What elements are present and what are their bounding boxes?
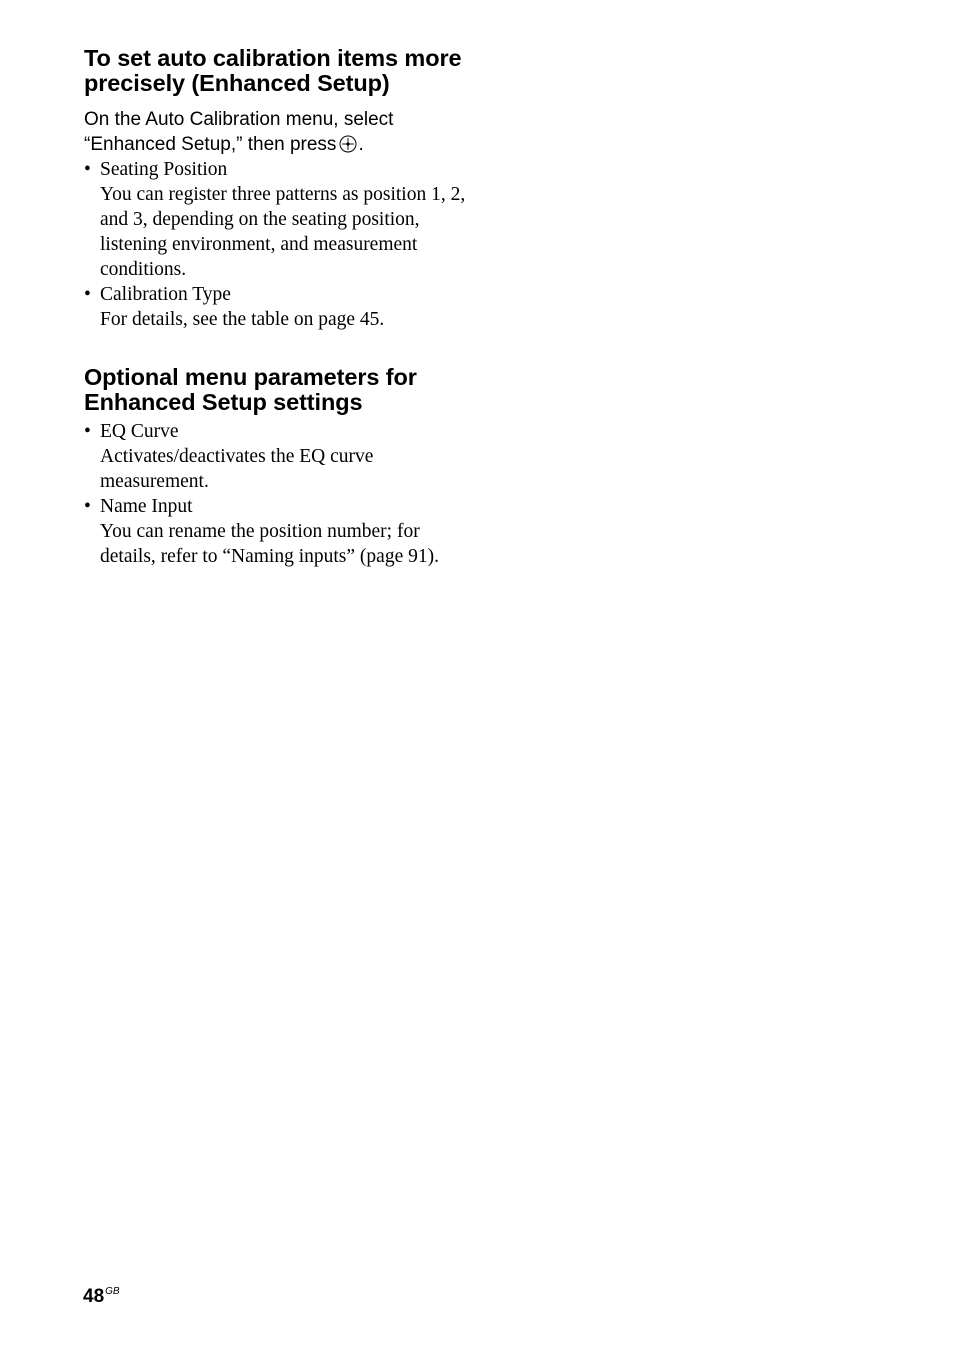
bullet: • xyxy=(84,421,91,442)
page-number xyxy=(83,1281,120,1308)
instruction-text: On the Auto Calibration menu, select “Enhanced Setup,” then press xyxy=(84,109,394,155)
item-title: Seating Position xyxy=(100,159,228,180)
list-item xyxy=(84,282,474,332)
item-title: EQ Curve xyxy=(100,421,179,442)
item-description: For details, see the table on page 45. xyxy=(100,309,385,330)
section-heading-optional-parameters: Optional menu parameters for Enhanced Setup settings xyxy=(84,364,417,415)
enter-button-icon xyxy=(339,135,357,153)
bullet: • xyxy=(84,496,91,517)
bullet: • xyxy=(84,159,91,180)
list-item xyxy=(84,157,474,282)
list-item xyxy=(84,419,474,494)
section-heading-enhanced-setup: To set auto calibration items more precisely (Enhanced Setup) xyxy=(84,45,462,96)
region-code: GB xyxy=(105,1286,120,1297)
item-title: Calibration Type xyxy=(100,284,231,305)
list-item xyxy=(84,494,474,569)
optional-parameters-list xyxy=(84,419,474,569)
page-number-value: 48 xyxy=(83,1286,105,1307)
item-description: You can register three patterns as position 1, 2, and 3, depending on the seating position, listening environment, and measurement conditions. xyxy=(100,184,466,280)
bullet: • xyxy=(84,284,91,305)
item-description: You can rename the position number; for details, refer to “Naming inputs” (page 91). xyxy=(100,521,439,567)
enhanced-setup-instruction xyxy=(84,107,474,157)
content-column xyxy=(84,46,474,569)
instruction-period: . xyxy=(358,134,364,155)
enhanced-setup-items-list xyxy=(84,157,474,332)
item-title: Name Input xyxy=(100,496,193,517)
item-description: Activates/deactivates the EQ curve measurement. xyxy=(100,446,374,492)
